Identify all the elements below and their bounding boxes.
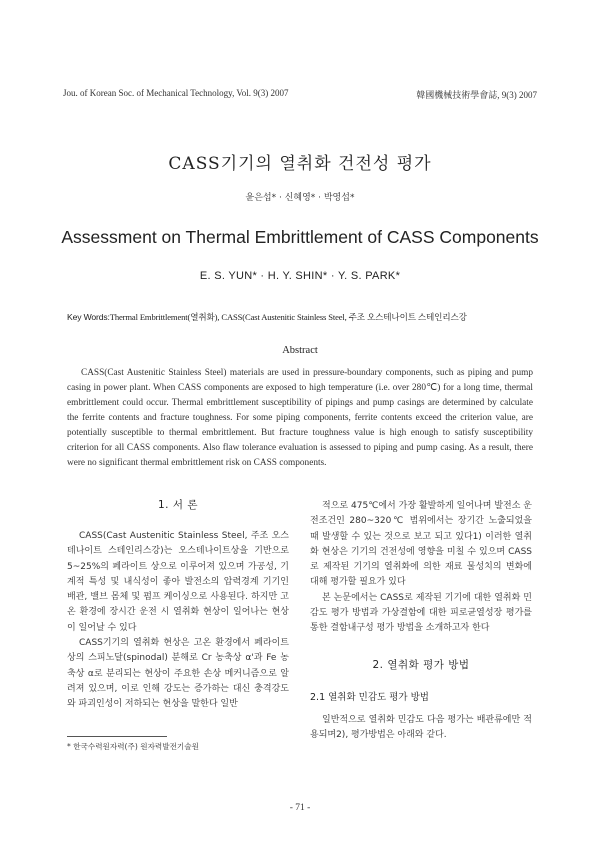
subsection-2-1-heading: 2.1 열취화 민감도 평가 방법	[310, 692, 429, 703]
keywords-label: Key Words:	[67, 312, 110, 322]
page-number: - 71 -	[289, 803, 311, 813]
title-korean: CASS기기의 열취화 건전성 평가	[168, 154, 432, 174]
section-2-paragraph-1: 일반적으로 열취화 민감도 다음 평가는 배관류에만 적용되며2), 평가방법은 아래와 같다.	[310, 715, 532, 741]
footnote-divider	[67, 736, 167, 737]
affiliation-footnote: * 한국수력원자력(주) 원자력발전기술원	[67, 742, 199, 751]
intro-paragraph-3: 적으로 475℃에서 가장 활발하게 일어나며 발전소 운전조건인 280~320℃ 범위에서는 장기간 노출되었을 때 발생할 수 있는 것으로 보고 되고 있다1) 이러한 열취화 현상은 기기의 건전성에 영향을 미칠 수 있으며 CASS로 제작된 기기의 열취화에 의한 재료 물성치의 변화에 대해 평가할 필요가 있다	[310, 501, 532, 588]
authors-english: E. S. YUN* · H. Y. SHIN* · Y. S. PARK*	[199, 270, 401, 282]
section-2-heading: 2. 열취화 평가 방법	[372, 659, 470, 671]
keywords-text: Thermal Embrittlement(열취화), CASS(Cast Austenitic Stainless Steel, 주조 오스테나이트 스테인리스강	[109, 312, 467, 322]
title-english: Assessment on Thermal Embrittlement of CASS Components	[61, 227, 539, 247]
journal-header-left: Jou. of Korean Soc. of Mechanical Technology, Vol. 9(3) 2007	[63, 88, 289, 98]
section-1-heading: 1. 서 론	[158, 499, 198, 511]
section-2-body	[310, 713, 532, 744]
intro-paragraph-1: CASS(Cast Austenitic Stainless Steel, 주조 오스테나이트 스테인리스강)는 오스테나이트상을 기반으로 5~25%의 페라이트 상으로 이루어져 있으며 가공성, 기계적 특성 및 내식성이 좋아 발전소의 압력경계 기기인 배관, 밸브 몸체 및 펌프 케이싱으로 사용된다. 하지만 고온 환경에 장시간 운전 시 열취화 현상이 일어나는 현상이 일어날 수 있다	[67, 531, 289, 633]
keywords	[67, 311, 537, 323]
abstract-text: CASS(Cast Austenitic Stainless Steel) materials are used in pressure-boundary components, such as piping and pump casing in power plant. When CASS components are exposed to high temperature (i.e. over 280℃) for a long time, thermal embrittlement could occur. Thermal embrittlement susceptibility of pipings and pump casings are determined by calculate the ferrite contents and fracture toughness. For some piping components, ferrite contents exceed the criterion value, are potentially susceptible to thermal embrittlement. But fracture toughness value is high enough to satisfy susceptibility criterion for all CASS components. Also flaw tolerance evaluation is assessed to piping and pump casing. As a result, there were no significant thermal embrittlement risk on CASS components.	[67, 368, 533, 468]
right-column	[310, 499, 532, 637]
intro-paragraph-2: CASS기기의 열취화 현상은 고온 환경에서 페라이트상의 스피노달(spinodal) 분해로 Cr 농축상 α'과 Fe 농축상 α로 분리되는 현상이 주요한 손상 메커니즘으로 알려져 있으며, 이로 인해 강도는 증가하는 대신 충격강도와 파괴인성이 저하되는 현상을 말한다 일반	[67, 638, 289, 710]
left-column	[67, 529, 289, 713]
intro-paragraph-4: 본 논문에서는 CASS로 제작된 기기에 대한 열취화 민감도 평가 방법과 가상결함에 대한 피로균열성장 평가를 통한 결함내구성 평가 방법을 소개하고자 한다	[310, 592, 532, 634]
abstract-heading: Abstract	[282, 345, 318, 356]
journal-header-right: 韓國機械技術學會誌, 9(3) 2007	[416, 90, 537, 100]
authors-korean: 윤은섭* · 신혜영* · 박영섭*	[245, 193, 355, 203]
